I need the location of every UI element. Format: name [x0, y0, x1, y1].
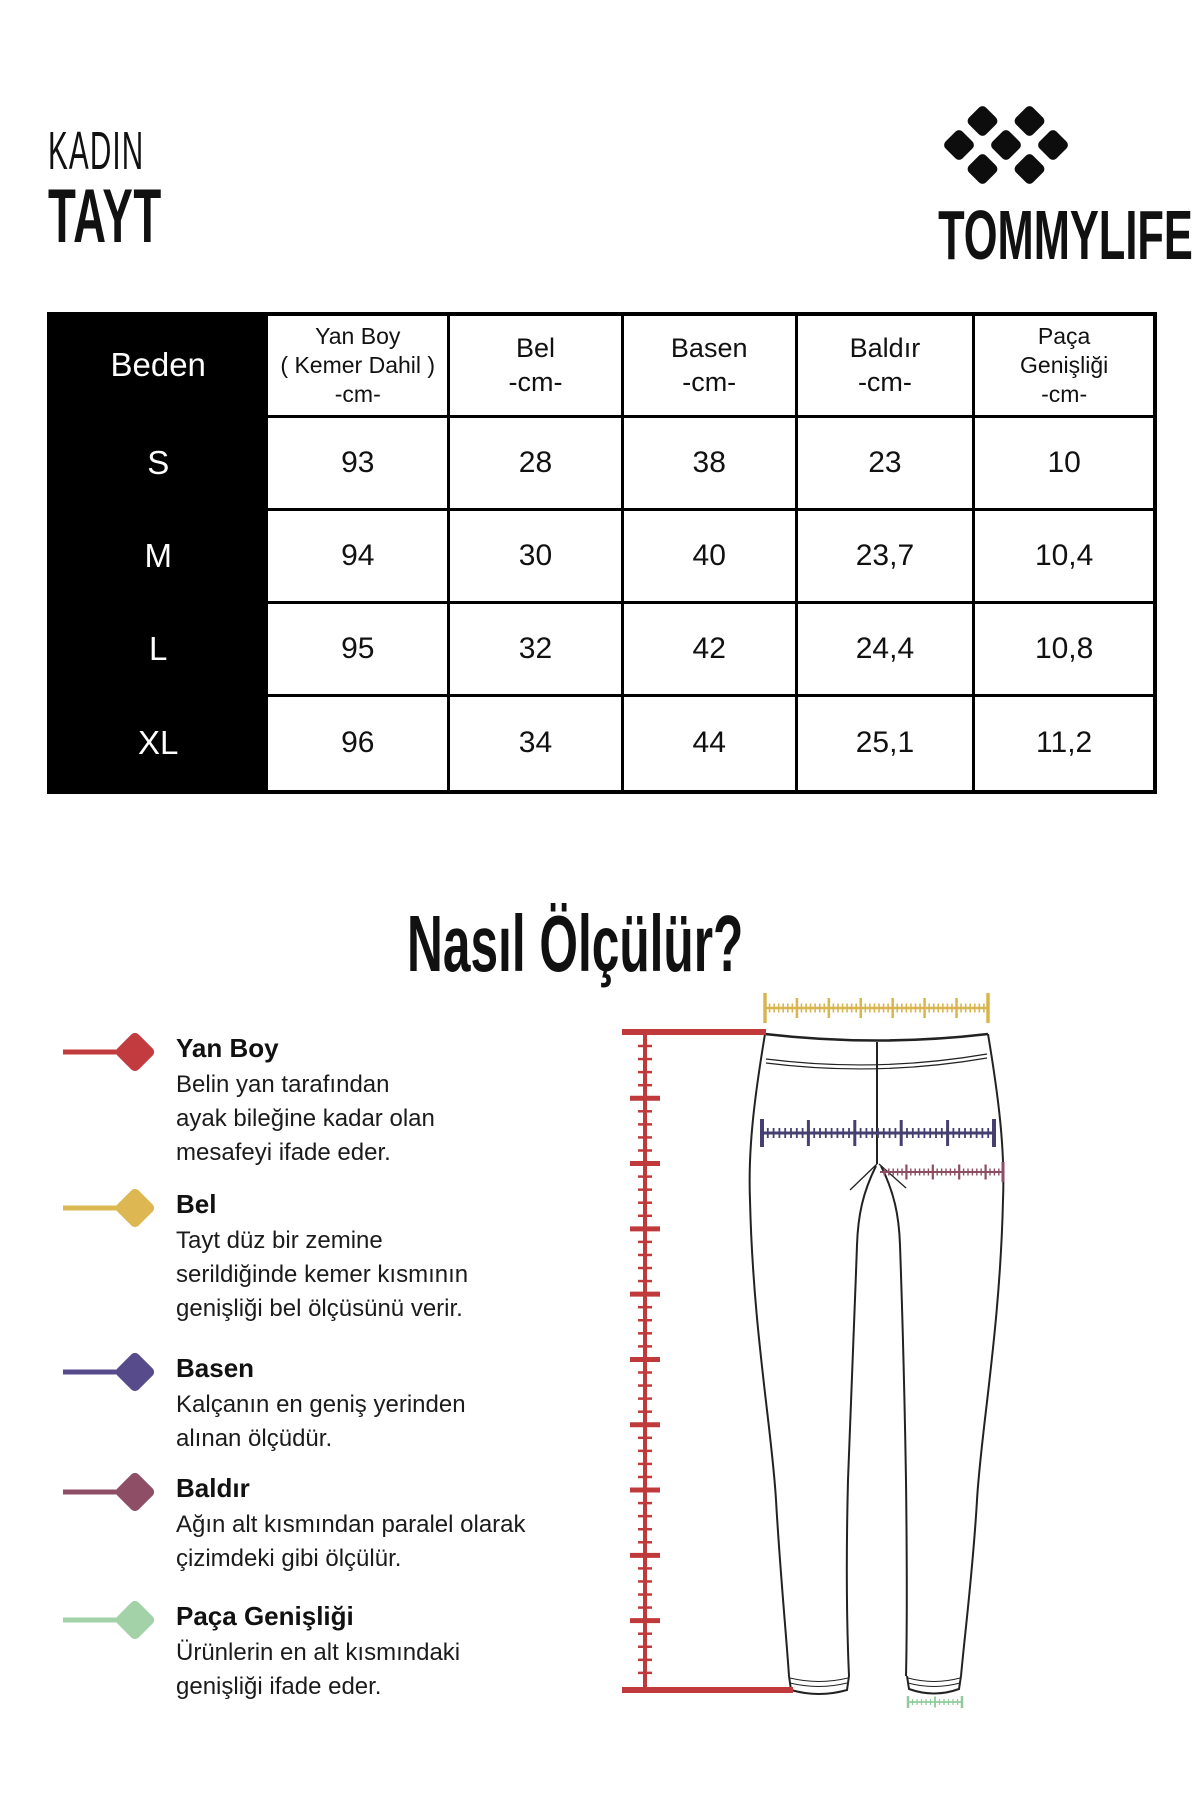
product-text: TAYT	[48, 174, 162, 259]
bel-diamond-icon	[60, 1186, 220, 1230]
measure-description: Kalçanın en geniş yerinden alınan ölçüdür.	[176, 1391, 466, 1452]
measure-description: Ürünlerin en alt kısmındaki genişliği ifade eder.	[176, 1639, 461, 1700]
measure-description: Tayt düz bir zemine serildiğinde kemer kısmının genişliği bel ölçüsünü verir.	[176, 1227, 469, 1322]
measure-item-basen	[60, 1350, 530, 1456]
row-label-m: M	[51, 511, 268, 604]
measure-name: Yan Boy	[176, 1033, 279, 1063]
measure-item-baldir	[60, 1470, 530, 1576]
basen-diamond-icon	[60, 1350, 220, 1394]
yan-boy-diamond-icon	[60, 1030, 220, 1074]
cell-xl-basen: 44	[624, 697, 798, 790]
cell-xl-baldir: 25,1	[798, 697, 976, 790]
category-text: KADIN	[48, 121, 145, 181]
corner-label: Beden	[110, 346, 206, 384]
brand-text: TOMMYLIFE	[938, 196, 1193, 274]
baldir-diamond-icon	[60, 1470, 220, 1514]
tommylife-logo-icon	[935, 95, 1085, 200]
cell-m-yanboy: 94	[268, 511, 450, 604]
cell-m-bel: 30	[450, 511, 624, 604]
cell-l-baldir: 24,4	[798, 604, 976, 697]
paca-genisligi-diamond-icon	[60, 1598, 220, 1642]
leggings-outline	[750, 1034, 1004, 1694]
yan-boy-ruler	[622, 1032, 793, 1690]
cell-s-yanboy: 93	[268, 418, 450, 511]
how-to-measure-title: Nasıl Ölçülür?	[406, 899, 744, 988]
cell-s-baldir: 23	[798, 418, 976, 511]
cell-s-bel: 28	[450, 418, 624, 511]
cell-m-baldir: 23,7	[798, 511, 976, 604]
cell-l-basen: 42	[624, 604, 798, 697]
measure-name: Basen	[176, 1353, 255, 1383]
measure-description: Ağın alt kısmından paralel olarak çizimdeki gibi ölçülür.	[176, 1511, 526, 1572]
col-header-paca-genisligi: Paça Genişliği -cm-	[975, 316, 1153, 418]
cell-xl-bel: 34	[450, 697, 624, 790]
measure-name: Bel	[176, 1189, 217, 1219]
col-header-baldir: Baldır -cm-	[798, 316, 976, 418]
cell-m-basen: 40	[624, 511, 798, 604]
bel-tape	[765, 993, 988, 1023]
cell-xl-yanboy: 96	[268, 697, 450, 790]
baldir-tape	[880, 1162, 1003, 1182]
cell-xl-paca: 11,2	[1036, 726, 1093, 760]
row-label-s: S	[51, 418, 268, 511]
size-table	[47, 312, 1157, 794]
measure-item-yan-boy	[60, 1030, 530, 1170]
measure-description: Belin yan tarafından ayak bileğine kadar olan mesafeyi ifade eder.	[176, 1071, 435, 1166]
row-label-l: L	[51, 604, 268, 697]
col-header-basen: Basen -cm-	[624, 316, 798, 418]
cell-l-bel: 32	[450, 604, 624, 697]
cell-s-paca: 10	[975, 418, 1153, 511]
cell-l-paca: 10,8	[975, 604, 1153, 697]
product-label	[48, 174, 238, 259]
col-header-bel: Bel -cm-	[450, 316, 624, 418]
col-header-yan-boy: Yan Boy ( Kemer Dahil ) -cm-	[268, 316, 450, 418]
measure-name: Paça Genişliği	[176, 1601, 354, 1631]
row-label-xl: XL	[51, 697, 268, 790]
cell-s-basen: 38	[624, 418, 798, 511]
measure-item-bel	[60, 1186, 530, 1326]
cell-m-paca: 10,4	[975, 511, 1153, 604]
brand-wordmark	[860, 196, 1193, 274]
cell-l-yanboy: 95	[268, 604, 450, 697]
measure-item-paca-genisligi	[60, 1598, 530, 1704]
table-corner-beden	[51, 316, 268, 418]
paca-genisligi-tape	[908, 1696, 962, 1708]
category-label	[48, 122, 223, 180]
measure-name: Baldır	[176, 1473, 250, 1503]
basen-tape	[762, 1119, 994, 1147]
